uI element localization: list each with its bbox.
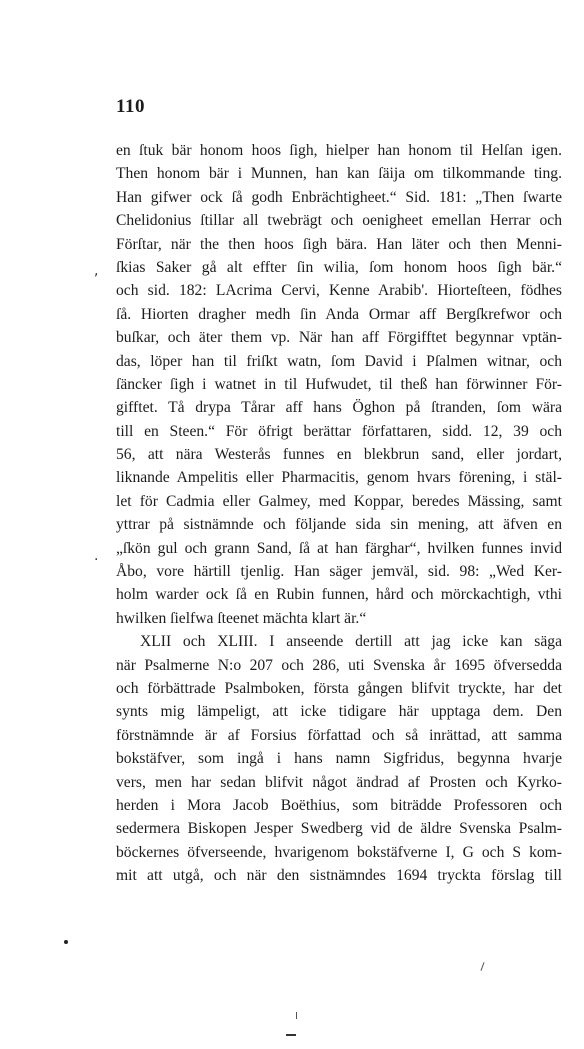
margin-mark: , [94,263,99,279]
text-line: liknande Ampelitis eller Pharmacitis, genom hvars förening, i stäl- [116,469,562,487]
text-line: och sid. 182: LAcrima Cervi, Kenne Arabib'. Hiorteſteen, födhes [116,282,562,300]
margin-mark: . [94,548,99,564]
text-line: herden i Mora Jacob Boëthius, som biträdde Professoren och [116,796,562,814]
text-line: böckernes öfverseende, hvarigenom bokstäfverne I, G och S kom- [116,843,562,861]
text-line: till en Steen.“ För öfrigt berättar författaren, sidd. 12, 39 och [116,422,562,440]
text-line: bokstäfver, som ingå i hans namn Sigfridus, begynna hvarje [116,750,562,768]
text-line: Förſtar, när the then hoos ſigh bära. Han läter och then Menni- [116,235,562,253]
text-line: buſkar, och äter them vp. När han aff Förgifftet begynnar vptän- [116,329,562,347]
text-line: holm warder ock ſå en Rubin funnen, hård och mörckachtigh, vthi [116,586,562,604]
text-line: sedermera Biskopen Jesper Swedberg vid de äldre Svenska Psalm- [116,820,562,838]
text-line: let för Cadmia eller Galmey, med Koppar, beredes Mässing, samt [116,492,562,510]
text-line: das, löper han til friſkt watn, ſom David i Pſalmen witnar, och [116,352,562,370]
text-line: Åbo, vore härtill tjenlig. Han säger jemväl, sid. 98: „Wed Ker- [116,563,562,581]
ink-speck [64,940,68,944]
text-line: Then honom bär i Munnen, han kan ſäija om tilkommande ting. [116,165,562,183]
text-line: ſkias Saker gå alt effter ſin wilia, ſom honom hoos ſigh bär.“ [116,258,562,276]
text-line: 56, att nära Westerås funnes en blekbrun sand, eller jordart, [116,446,562,464]
text-line: hwilken ſielfwa ſteenet mächta klart är.“ [116,609,367,627]
text-line: yttrar på sistnämnde och följande sida sin mening, att äfven en [116,516,562,534]
ink-speck [286,1034,296,1036]
text-line: Chelidonius ſtillar all twebrägt och oenigheet emellan Herrar och [116,212,562,230]
text-line: när Psalmerne N:o 207 och 286, uti Svenska år 1695 öfversedda [116,656,562,674]
body-text [116,139,562,888]
text-line: gifftet. Tå drypa Tårar aff hans Öghon på ſtranden, ſom wära [116,399,562,417]
text-line: mit att utgå, och när den sistnämndes 1694 tryckta förslag till [116,867,562,885]
text-line: Han gifwer ock ſå godh Enbrächtigheet.“ Sid. 181: „Then ſwarte [116,188,562,206]
text-line: ſäncker ſigh i watnet in til Hufwudet, til theß han förwinner För- [116,375,562,393]
page-number: 110 [116,96,145,117]
text-line: och förbättrade Psalmboken, första gången blifvit tryckte, har det [116,679,562,697]
text-line: förstnämnde är af Forsius författad och så inrättad, att samma [116,726,562,744]
ink-speck [480,962,484,971]
paragraph-start-line: XLII och XLIII. I anseende dertill att jag icke kan säga [140,633,562,651]
ink-speck [296,1012,297,1019]
text-line: ſå. Hiorten dragher medh ſin Anda Ormar aff Bergſkrefwor och [116,305,562,323]
text-line: vers, men har sedan blifvit något ändrad af Prosten och Kyrko- [116,773,562,791]
text-line: en ſtuk bär honom hoos ſigh, hielper han honom til Helſan igen. [116,142,562,159]
text-line: „ſkön gul och grann Sand, ſå at han färghar“, hvilken funnes invid [116,539,562,557]
text-line: synts mig lämpeligt, att icke tidigare här upptaga dem. Den [116,703,562,721]
